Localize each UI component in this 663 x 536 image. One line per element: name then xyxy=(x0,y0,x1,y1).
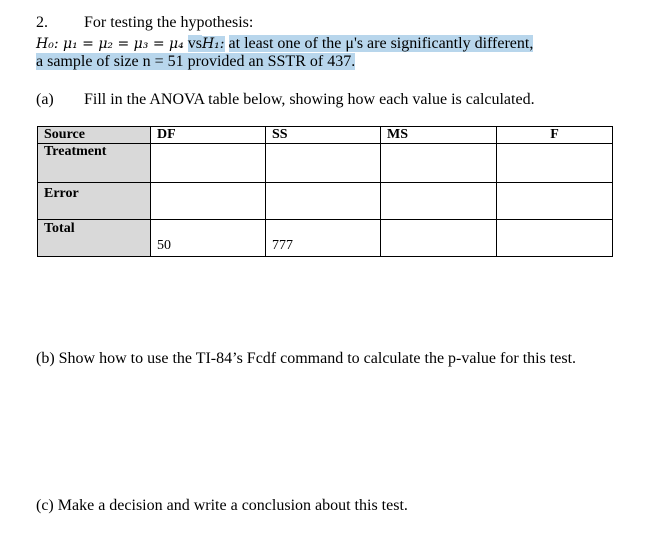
source-total: Total xyxy=(38,220,151,257)
error-ms[interactable] xyxy=(381,183,497,220)
alt-hypothesis-symbol: H₁: xyxy=(201,36,225,52)
table-row xyxy=(38,220,613,257)
sample-info-text: a sample of size n = 51 provided an SSTR of 437. xyxy=(36,53,356,70)
error-df[interactable] xyxy=(151,183,266,220)
vs-text: vs xyxy=(187,35,202,52)
total-ss[interactable]: 777 xyxy=(266,220,381,257)
source-error: Error xyxy=(38,183,151,220)
total-ms[interactable] xyxy=(381,220,497,257)
header-f: F xyxy=(497,127,613,144)
treatment-f[interactable] xyxy=(497,144,613,183)
header-df: DF xyxy=(151,127,266,144)
total-df[interactable]: 50 xyxy=(151,220,266,257)
part-a-text: Fill in the ANOVA table below, showing how each value is calculated. xyxy=(84,91,535,108)
treatment-df[interactable] xyxy=(151,144,266,183)
total-f[interactable] xyxy=(497,220,613,257)
question-number: 2. xyxy=(36,14,48,31)
table-row xyxy=(38,144,613,183)
sample-info xyxy=(36,53,355,71)
header-source: Source xyxy=(38,127,151,144)
null-hypothesis: H₀: μ₁ = μ₂ = μ₃ = μ₄ xyxy=(36,36,184,52)
alt-hypothesis-text: at least one of the μ's are significantly different, xyxy=(228,35,534,52)
part-c-text: (c) Make a decision and write a conclusion about this test. xyxy=(36,497,408,514)
header-ss: SS xyxy=(266,127,381,144)
question-intro: For testing the hypothesis: xyxy=(84,14,254,31)
part-b-text: (b) Show how to use the TI-84’s Fcdf command to calculate the p-value for this test. xyxy=(36,350,577,367)
part-a-label: (a) xyxy=(36,91,54,108)
header-ms: MS xyxy=(381,127,497,144)
anova-header-row xyxy=(38,127,613,144)
error-ss[interactable] xyxy=(266,183,381,220)
source-treatment: Treatment xyxy=(38,144,151,183)
anova-table xyxy=(37,126,613,257)
hypothesis-line xyxy=(36,35,533,53)
table-row xyxy=(38,183,613,220)
treatment-ms[interactable] xyxy=(381,144,497,183)
treatment-ss[interactable] xyxy=(266,144,381,183)
error-f[interactable] xyxy=(497,183,613,220)
